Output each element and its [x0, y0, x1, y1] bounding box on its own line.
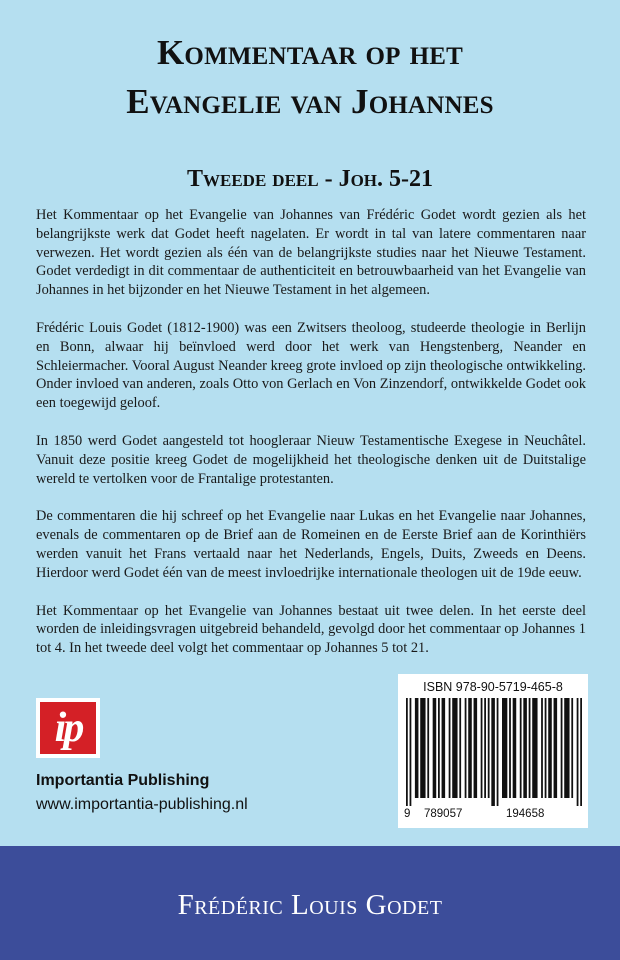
barcode-bar — [497, 698, 499, 806]
barcode-bar — [427, 698, 429, 798]
barcode-digits-right: 194658 — [506, 808, 545, 820]
barcode-bar — [488, 698, 490, 798]
barcode-digit-lead: 9 — [404, 808, 411, 820]
book-title — [0, 28, 620, 126]
barcode-bars — [406, 698, 582, 806]
isbn-barcode — [398, 674, 588, 828]
blurb-paragraph-4: De commentaren die hij schreef op het Evangelie naar Lukas en het Evangelie naar Johannes, evenals de commentaren op de Brief aan de Romeinen en de Eerste Brief aan de Korinthiërs werden vanuit het Frans vertaald naar het Nederlands, Engels, Duits, Zweeds en Deens. Hierdoor werd Godet één van de meest invloedrijke internationale theologen uit de 19de eeuw. — [36, 508, 586, 581]
publisher-logo — [36, 698, 100, 758]
barcode-bar — [529, 698, 531, 798]
barcode-bar — [468, 698, 472, 798]
barcode-bar — [484, 698, 486, 798]
book-title-line-2: Evangelie van Johannes — [126, 82, 494, 121]
barcode-bar — [545, 698, 547, 798]
barcode-bar — [459, 698, 461, 798]
barcode-bar — [415, 698, 419, 798]
author-band — [0, 846, 620, 960]
blurb — [36, 206, 586, 677]
barcode-bar — [513, 698, 517, 798]
barcode-bar — [420, 698, 425, 798]
publisher-website: www.importantia-publishing.nl — [36, 796, 248, 813]
barcode-bar — [541, 698, 543, 798]
barcode-bar — [564, 698, 569, 798]
barcode-bar — [474, 698, 478, 798]
barcode-digits-left: 789057 — [424, 808, 463, 820]
barcode-bar — [481, 698, 483, 798]
barcode-bar — [532, 698, 537, 798]
barcode-bar — [523, 698, 527, 798]
book-subtitle: Tweede deel - Joh. 5-21 — [186, 166, 434, 192]
author-name: Frédéric Louis Godet — [177, 889, 443, 921]
barcode-bar — [577, 698, 579, 806]
barcode-bar — [509, 698, 511, 798]
blurb-paragraph-1: Het Kommentaar op het Evangelie van Johannes van Frédéric Godet wordt gezien als het belangrijkste werk dat Godet heeft nagelaten. Er wordt in tal van latere commentaren naar verwezen. Het wordt gezien als één van de belangrijkste studies naar het Nieuwe Testament. Godet verdedigt in dit commentaar de authenticiteit en betrouwbaarheid van het Evangelie van Johannes in het bijzonder en het Nieuwe Testament in het algemeen. — [36, 207, 586, 299]
book-title-line-1: Kommentaar op het — [157, 33, 463, 72]
barcode-bar — [465, 698, 467, 798]
barcode-bar — [491, 698, 495, 806]
barcode-bar — [452, 698, 457, 798]
barcode-bar — [438, 698, 440, 798]
publisher-name: Importantia Publishing — [36, 772, 210, 789]
barcode-bar — [520, 698, 522, 798]
blurb-paragraph-3: In 1850 werd Godet aangesteld tot hoogleraar Nieuw Testamentische Exegese in Neuchâtel. Vanuit deze positie kreeg Godet de mogelijkheid het theologische denken uit de Duitstalige wereld te vertolken voor de Frantalige protestanten. — [36, 432, 586, 487]
blurb-paragraph-2: Frédéric Louis Godet (1812-1900) was een Zwitsers theoloog, studeerde theologie in Berlijn en Bonn, alwaar hij beïnvloed werd door het werk van Hengstenberg, Neander en Schleiermacher. Vooral August Neander kreeg grote invloed op zijn theologische ontwikkeling. Onder invloed van anderen, zoals Otto von Gerlach en Von Zinzendorf, ontwikkelde Godet ook een toegewijd geloof. — [36, 319, 586, 412]
publisher-logo-text: ip — [54, 705, 82, 751]
publisher-logo-mark — [40, 702, 96, 754]
barcode-bar — [433, 698, 437, 798]
barcode-bar — [410, 698, 412, 806]
isbn-label: ISBN 978-90-5719-465-8 — [423, 680, 563, 694]
barcode-bar — [449, 698, 451, 798]
barcode-digits — [398, 808, 588, 824]
barcode-bar — [442, 698, 446, 798]
barcode-bar — [548, 698, 552, 798]
barcode-bar — [571, 698, 573, 798]
barcode-bar — [580, 698, 582, 806]
barcode-bar — [554, 698, 558, 798]
barcode-bar — [561, 698, 563, 798]
barcode-bar — [406, 698, 408, 806]
barcode-bar — [502, 698, 507, 798]
blurb-paragraph-5: Het Kommentaar op het Evangelie van Johannes bestaat uit twee delen. In het eerste deel worden de inleidingsvragen uitgebreid behandeld, gevolgd door het commentaar op Johannes 1 tot 4. In het tweede deel volgt het commentaar op Johannes 5 tot 21. — [36, 602, 586, 657]
